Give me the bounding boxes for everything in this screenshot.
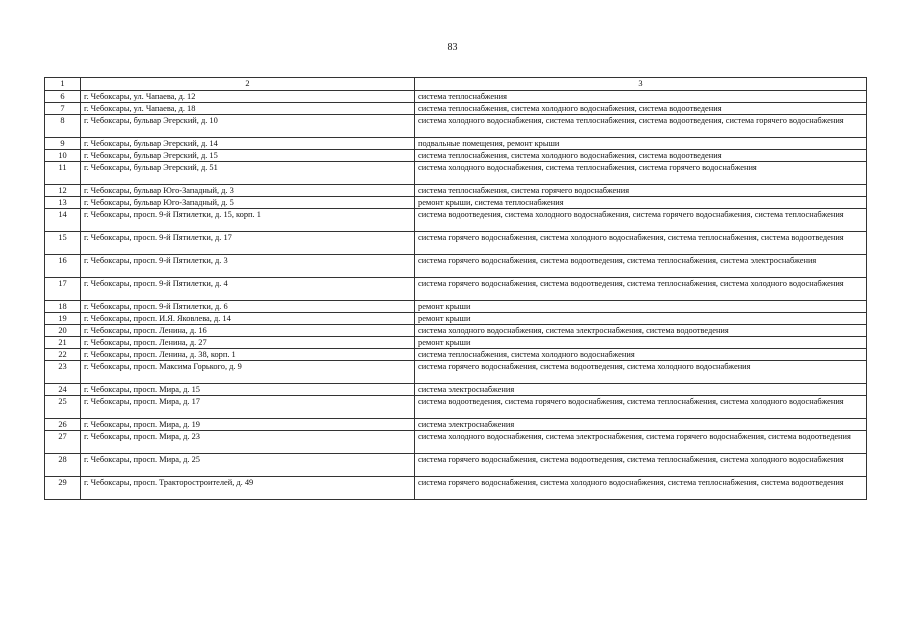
row-address: г. Чебоксары, просп. 9-й Пятилетки, д. 17: [81, 232, 415, 255]
row-address: г. Чебоксары, просп. Ленина, д. 27: [81, 337, 415, 349]
row-systems: система холодного водоснабжения, система электроснабжения, система горячего водоснабжения, система водоотведения: [415, 431, 867, 454]
row-address: г. Чебоксары, просп. 9-й Пятилетки, д. 15, корп. 1: [81, 209, 415, 232]
row-systems: система горячего водоснабжения, система водоотведения, система теплоснабжения, система холодного водоснабжения: [415, 278, 867, 301]
row-address: г. Чебоксары, просп. 9-й Пятилетки, д. 3: [81, 255, 415, 278]
row-number: 26: [45, 419, 81, 431]
row-systems: система холодного водоснабжения, система теплоснабжения, система горячего водоснабжения: [415, 162, 867, 185]
row-systems: система электроснабжения: [415, 384, 867, 396]
row-address: г. Чебоксары, просп. 9-й Пятилетки, д. 4: [81, 278, 415, 301]
row-systems: ремонт крыши: [415, 301, 867, 313]
row-number: 28: [45, 454, 81, 477]
row-number: 6: [45, 91, 81, 103]
row-address: г. Чебоксары, бульвар Эгерский, д. 51: [81, 162, 415, 185]
table-header-row: [45, 78, 867, 91]
row-address: г. Чебоксары, бульвар Эгерский, д. 15: [81, 150, 415, 162]
table-row: [45, 255, 867, 278]
row-number: 22: [45, 349, 81, 361]
table-row: [45, 337, 867, 349]
table-row: [45, 138, 867, 150]
row-address: г. Чебоксары, бульвар Эгерский, д. 14: [81, 138, 415, 150]
row-address: г. Чебоксары, просп. И.Я. Яковлева, д. 14: [81, 313, 415, 325]
row-number: 19: [45, 313, 81, 325]
row-systems: ремонт крыши: [415, 337, 867, 349]
table-row: [45, 185, 867, 197]
row-number: 14: [45, 209, 81, 232]
row-systems: система теплоснабжения, система холодного водоснабжения: [415, 349, 867, 361]
table-row: [45, 278, 867, 301]
row-systems: система теплоснабжения: [415, 91, 867, 103]
table-row: [45, 454, 867, 477]
row-systems: система горячего водоснабжения, система водоотведения, система теплоснабжения, система электроснабжения: [415, 255, 867, 278]
row-systems: подвальные помещения, ремонт крыши: [415, 138, 867, 150]
row-address: г. Чебоксары, просп. Мира, д. 23: [81, 431, 415, 454]
table-row: [45, 232, 867, 255]
row-number: 23: [45, 361, 81, 384]
row-number: 12: [45, 185, 81, 197]
table-row: [45, 419, 867, 431]
row-address: г. Чебоксары, ул. Чапаева, д. 18: [81, 103, 415, 115]
table-body: [45, 91, 867, 500]
row-address: г. Чебоксары, просп. Мира, д. 25: [81, 454, 415, 477]
table-row: [45, 162, 867, 185]
table-row: [45, 325, 867, 337]
row-systems: система теплоснабжения, система горячего водоснабжения: [415, 185, 867, 197]
row-systems: система электроснабжения: [415, 419, 867, 431]
row-number: 21: [45, 337, 81, 349]
table-row: [45, 361, 867, 384]
row-number: 7: [45, 103, 81, 115]
row-number: 20: [45, 325, 81, 337]
table-row: [45, 313, 867, 325]
row-number: 25: [45, 396, 81, 419]
row-number: 15: [45, 232, 81, 255]
table-row: [45, 150, 867, 162]
row-number: 9: [45, 138, 81, 150]
row-number: 10: [45, 150, 81, 162]
row-systems: система холодного водоснабжения, система электроснабжения, система водоотведения: [415, 325, 867, 337]
header-col-2: 2: [81, 78, 415, 91]
table-row: [45, 477, 867, 500]
table-row: [45, 349, 867, 361]
row-address: г. Чебоксары, просп. Тракторостроителей, д. 49: [81, 477, 415, 500]
table-row: [45, 396, 867, 419]
table-row: [45, 431, 867, 454]
table-row: [45, 91, 867, 103]
row-systems: система горячего водоснабжения, система холодного водоснабжения, система теплоснабжения, система водоотведения: [415, 477, 867, 500]
row-number: 18: [45, 301, 81, 313]
table-row: [45, 103, 867, 115]
header-col-3: 3: [415, 78, 867, 91]
row-address: г. Чебоксары, просп. Ленина, д. 38, корп. 1: [81, 349, 415, 361]
table-row: [45, 115, 867, 138]
row-number: 29: [45, 477, 81, 500]
row-systems: система водоотведения, система холодного водоснабжения, система горячего водоснабжения, система теплоснабжения: [415, 209, 867, 232]
row-address: г. Чебоксары, просп. Мира, д. 17: [81, 396, 415, 419]
row-systems: система холодного водоснабжения, система теплоснабжения, система водоотведения, система горячего водоснабжения: [415, 115, 867, 138]
row-address: г. Чебоксары, бульвар Юго-Западный, д. 5: [81, 197, 415, 209]
row-number: 17: [45, 278, 81, 301]
row-systems: ремонт крыши, система теплоснабжения: [415, 197, 867, 209]
row-systems: система теплоснабжения, система холодного водоснабжения, система водоотведения: [415, 103, 867, 115]
row-systems: система горячего водоснабжения, система водоотведения, система холодного водоснабжения: [415, 361, 867, 384]
register-table: [44, 77, 867, 500]
header-col-1: 1: [45, 78, 81, 91]
row-systems: система теплоснабжения, система холодного водоснабжения, система водоотведения: [415, 150, 867, 162]
table-row: [45, 384, 867, 396]
row-number: 13: [45, 197, 81, 209]
row-address: г. Чебоксары, просп. Максима Горького, д. 9: [81, 361, 415, 384]
row-number: 11: [45, 162, 81, 185]
row-address: г. Чебоксары, бульвар Юго-Западный, д. 3: [81, 185, 415, 197]
row-number: 27: [45, 431, 81, 454]
row-address: г. Чебоксары, бульвар Эгерский, д. 10: [81, 115, 415, 138]
row-number: 24: [45, 384, 81, 396]
row-systems: система водоотведения, система горячего водоснабжения, система теплоснабжения, система холодного водоснабжения: [415, 396, 867, 419]
table-row: [45, 197, 867, 209]
row-number: 8: [45, 115, 81, 138]
row-systems: ремонт крыши: [415, 313, 867, 325]
row-address: г. Чебоксары, просп. Ленина, д. 16: [81, 325, 415, 337]
row-address: г. Чебоксары, просп. Мира, д. 15: [81, 384, 415, 396]
row-systems: система горячего водоснабжения, система водоотведения, система теплоснабжения, система холодного водоснабжения: [415, 454, 867, 477]
page-number: 83: [447, 42, 458, 53]
row-address: г. Чебоксары, ул. Чапаева, д. 12: [81, 91, 415, 103]
table-row: [45, 301, 867, 313]
row-number: 16: [45, 255, 81, 278]
row-address: г. Чебоксары, просп. 9-й Пятилетки, д. 6: [81, 301, 415, 313]
row-address: г. Чебоксары, просп. Мира, д. 19: [81, 419, 415, 431]
table-row: [45, 209, 867, 232]
row-systems: система горячего водоснабжения, система холодного водоснабжения, система теплоснабжения, система водоотведения: [415, 232, 867, 255]
